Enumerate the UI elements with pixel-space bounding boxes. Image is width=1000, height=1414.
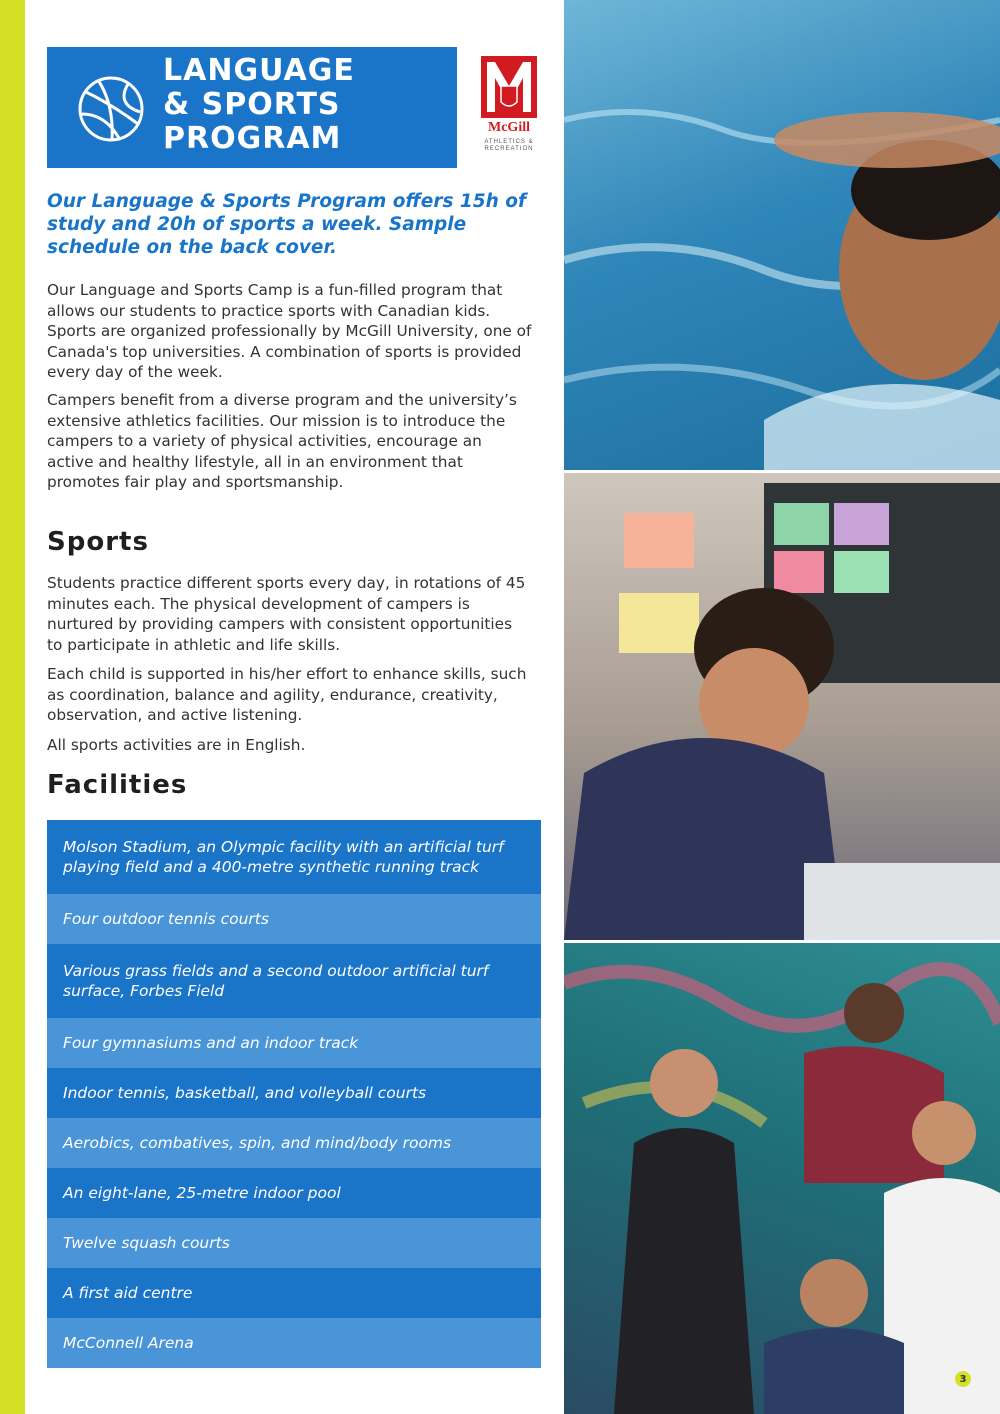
- mcgill-crest-icon: [481, 56, 537, 118]
- facilities-list: [47, 820, 541, 1368]
- logo-subtitle-line: ATHLETICS &: [484, 139, 534, 145]
- sports-paragraph: Students practice different sports every day, in rotations of 45 minutes each. The physical development of campers is nurtured by providing campers with consistent opportunities to participate in athletic and life skills.: [47, 574, 526, 654]
- intro-paragraph: Our Language and Sports Camp is a fun-filled program that allows our students to practice sports with Canadian kids. Sports are organized professionally by McGill University, one of Canada's top universities. A combination of sports is provided every day of the week.: [47, 281, 532, 381]
- logo-subtitle-line: RECREATION: [484, 146, 534, 152]
- facility-item: A first aid centre: [47, 1268, 541, 1318]
- group-photo: [564, 943, 1000, 1414]
- basketball-icon: [76, 74, 146, 144]
- sports-heading: Sports: [47, 527, 149, 557]
- mcgill-athletics-logo: [478, 56, 540, 160]
- program-title-line: & SPORTS: [163, 87, 341, 122]
- facility-item: Four outdoor tennis courts: [47, 894, 541, 944]
- intro-paragraph: Campers benefit from a diverse program and the university’s extensive athletics facilities. Our mission is to introduce the campers to a variety of physical activities, encourage an active and healthy lifestyle, all in an environment that promotes fair play and sportsmanship.: [47, 391, 517, 491]
- classroom-photo-art: [564, 473, 1000, 940]
- logo-subtitle: [478, 139, 540, 153]
- facility-item: Indoor tennis, basketball, and volleyball courts: [47, 1068, 541, 1118]
- facility-item: An eight-lane, 25-metre indoor pool: [47, 1168, 541, 1218]
- swimming-photo: [564, 0, 1000, 470]
- page-number: 3: [955, 1371, 971, 1387]
- facility-item: Four gymnasiums and an indoor track: [47, 1018, 541, 1068]
- facility-item: Aerobics, combatives, spin, and mind/body rooms: [47, 1118, 541, 1168]
- sports-paragraph: All sports activities are in English.: [47, 736, 306, 754]
- side-accent-bar: [0, 0, 25, 1414]
- logo-wordmark: McGill: [488, 120, 530, 135]
- swimming-photo-art: [564, 0, 1000, 470]
- facility-item: Molson Stadium, an Olympic facility with an artificial turf playing field and a 400-metre synthetic running track: [47, 820, 541, 894]
- facility-item: Twelve squash courts: [47, 1218, 541, 1268]
- classroom-photo: [564, 473, 1000, 940]
- program-title: [163, 54, 453, 156]
- lead-paragraph: Our Language & Sports Program offers 15h of study and 20h of sports a week. Sample schedule on the back cover.: [47, 191, 527, 258]
- sports-paragraph: Each child is supported in his/her effort to enhance skills, such as coordination, balance and agility, endurance, creativity, observation, and active listening.: [47, 665, 527, 724]
- group-photo-art: [564, 943, 1000, 1414]
- facilities-heading: Facilities: [47, 770, 188, 800]
- program-title-line: PROGRAM: [163, 121, 342, 156]
- facility-item: Various grass fields and a second outdoor artificial turf surface, Forbes Field: [47, 944, 541, 1018]
- program-title-line: LANGUAGE: [163, 53, 355, 88]
- facility-item: McConnell Arena: [47, 1318, 541, 1368]
